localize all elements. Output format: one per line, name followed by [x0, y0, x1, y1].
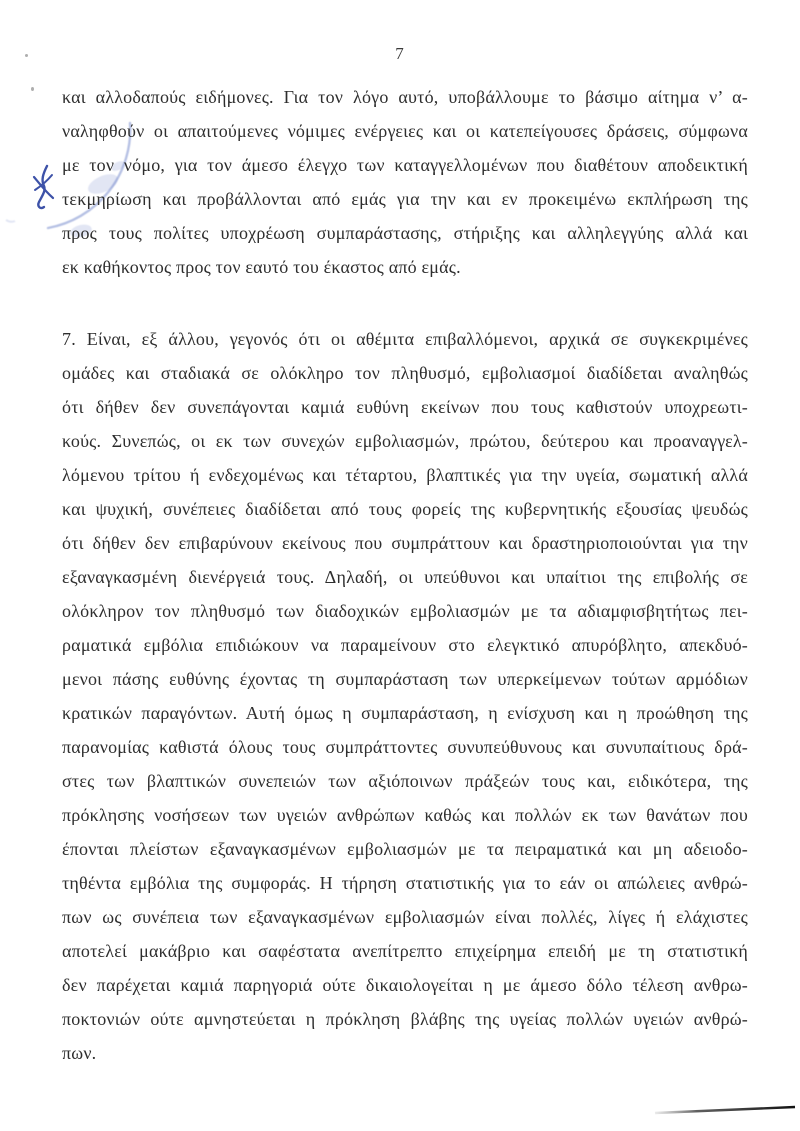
text-line: λόμενου τρίτου ή ενδεχομένως και τέταρτου, βλαπτικές για την υγεία, σωματική αλλά [62, 465, 748, 485]
text-line: πων ως συνέπεια των εξαναγκασμένων εμβολιασμών είναι πολλές, λίγες ή ελάχιστες [62, 907, 748, 927]
scan-edge-line [645, 1098, 800, 1120]
text-line: αποτελεί μακάβριο και σαφέστατα ανεπίτρεπτο επιχείρημα επειδή με τη στατιστική [62, 941, 748, 961]
text-line: εκ καθήκοντος προς τον εαυτό του έκαστος από εμάς. [62, 257, 461, 277]
text-line: και αλλοδαπούς ειδήμονες. Για τον λόγο αυτό, υποβάλλουμε το βάσιμο αίτημα ν’ α- [62, 87, 748, 107]
text-line: ότι δήθεν δεν συνεπάγονται καμιά ευθύνη εκείνων που τους καθιστούν υποχρεωτι- [62, 397, 748, 417]
text-line: προς τους πολίτες υποχρέωση συμπαράστασης, στήριξης και αλληλεγγύης αλλά και [62, 223, 748, 243]
text-line: τεκμηρίωση και προβάλλονται από εμάς για την και εν προκειμένω εκπλήρωση της [62, 189, 748, 209]
text-line: έπονται πλείστων εξαναγκασμένων εμβολιασμών με τα πειραματικά και μη αδειοδο- [62, 839, 748, 859]
stamp-smudge [6, 220, 15, 222]
text-line: ποκτονιών ούτε αμνηστεύεται η πρόκληση βλάβης της υγείας πολλών υγειών ανθρώ- [62, 1009, 748, 1029]
scan-speck [31, 87, 34, 91]
text-line: κρατικών παραγόντων. Αυτή όμως η συμπαράσταση, η ενίσχυση και η προώθηση της [62, 703, 748, 723]
text-line: ναληφθούν οι απαιτούμενες νόμιμες ενέργειες και οι κατεπείγουσες δράσεις, σύμφωνα [62, 121, 748, 141]
edge-line-stroke [655, 1107, 795, 1113]
text-line: ότι δήθεν δεν επιβαρύνουν εκείνους που συμπράττουν και δραστηριοποιούνται για την [62, 533, 748, 553]
handwritten-paraph-mark [30, 164, 60, 216]
text-line: πρόκλησης νοσήσεων των υγειών ανθρώπων καθώς και πολλών εκ των θανάτων που [62, 805, 748, 825]
paragraph [62, 80, 748, 284]
text-line: εξαναγκασμένη διενέργειά τους. Δηλαδή, οι υπεύθυνοι και υπαίτιοι της επιβολής σε [62, 567, 748, 587]
text-line: τηθέντα εμβόλια της συμφοράς. Η τήρηση στατιστικής για το εάν οι απώλειες ανθρώ- [62, 873, 748, 893]
text-line: 7. Είναι, εξ άλλου, γεγονός ότι οι αθέμιτα επιβαλλόμενοι, αρχικά σε συγκεκριμένες [62, 329, 748, 349]
scan-speck [25, 54, 28, 57]
text-line: δεν παρέχεται καμιά παρηγοριά ούτε δικαιολογείται η με άμεσο δόλο τέλεση ανθρω- [62, 975, 748, 995]
text-line: παρανομίας καθιστά όλους τους συμπράττοντες συνυπεύθυνους και συνυπαίτιους δρά- [62, 737, 748, 757]
page-number: 7 [395, 44, 405, 63]
text-line: ολόκληρον τον πληθυσμό των διαδοχικών εμβολιασμών με τα αδιαμφισβητήτως πει- [62, 601, 748, 621]
text-line: κούς. Συνεπώς, οι εκ των συνεχών εμβολιασμών, πρώτου, δεύτερου και προαναγγελ- [62, 431, 748, 451]
text-line: και ψυχική, συνέπειες διαδίδεται από τους φορείς της κυβερνητικής εξουσίας ψευδώς [62, 499, 748, 519]
paragraph [62, 322, 748, 1070]
text-line: πων. [62, 1043, 97, 1063]
text-line: με τον νόμο, για τον άμεσο έλεγχο των καταγγελλομένων που διαθέτουν αποδεικτική [62, 155, 748, 175]
text-line: μενοι πάσης ευθύνης έχοντας τη συμπαράσταση των υπερκείμενων τούτων αρμόδιων [62, 669, 748, 689]
text-line: ραματικά εμβόλια επιδιώκουν να παραμείνουν στο ελεγκτικό απυρόβλητο, απεκδυό- [62, 635, 748, 655]
document-body [62, 80, 748, 1070]
text-line: ομάδες και σταδιακά σε ολόκληρο τον πληθυσμό, εμβολιασμοί διαδίδεται αναληθώς [62, 363, 748, 383]
text-line: στες των βλαπτικών συνεπειών των αξιόποινων πράξεών τους και, ειδικότερα, της [62, 771, 748, 791]
